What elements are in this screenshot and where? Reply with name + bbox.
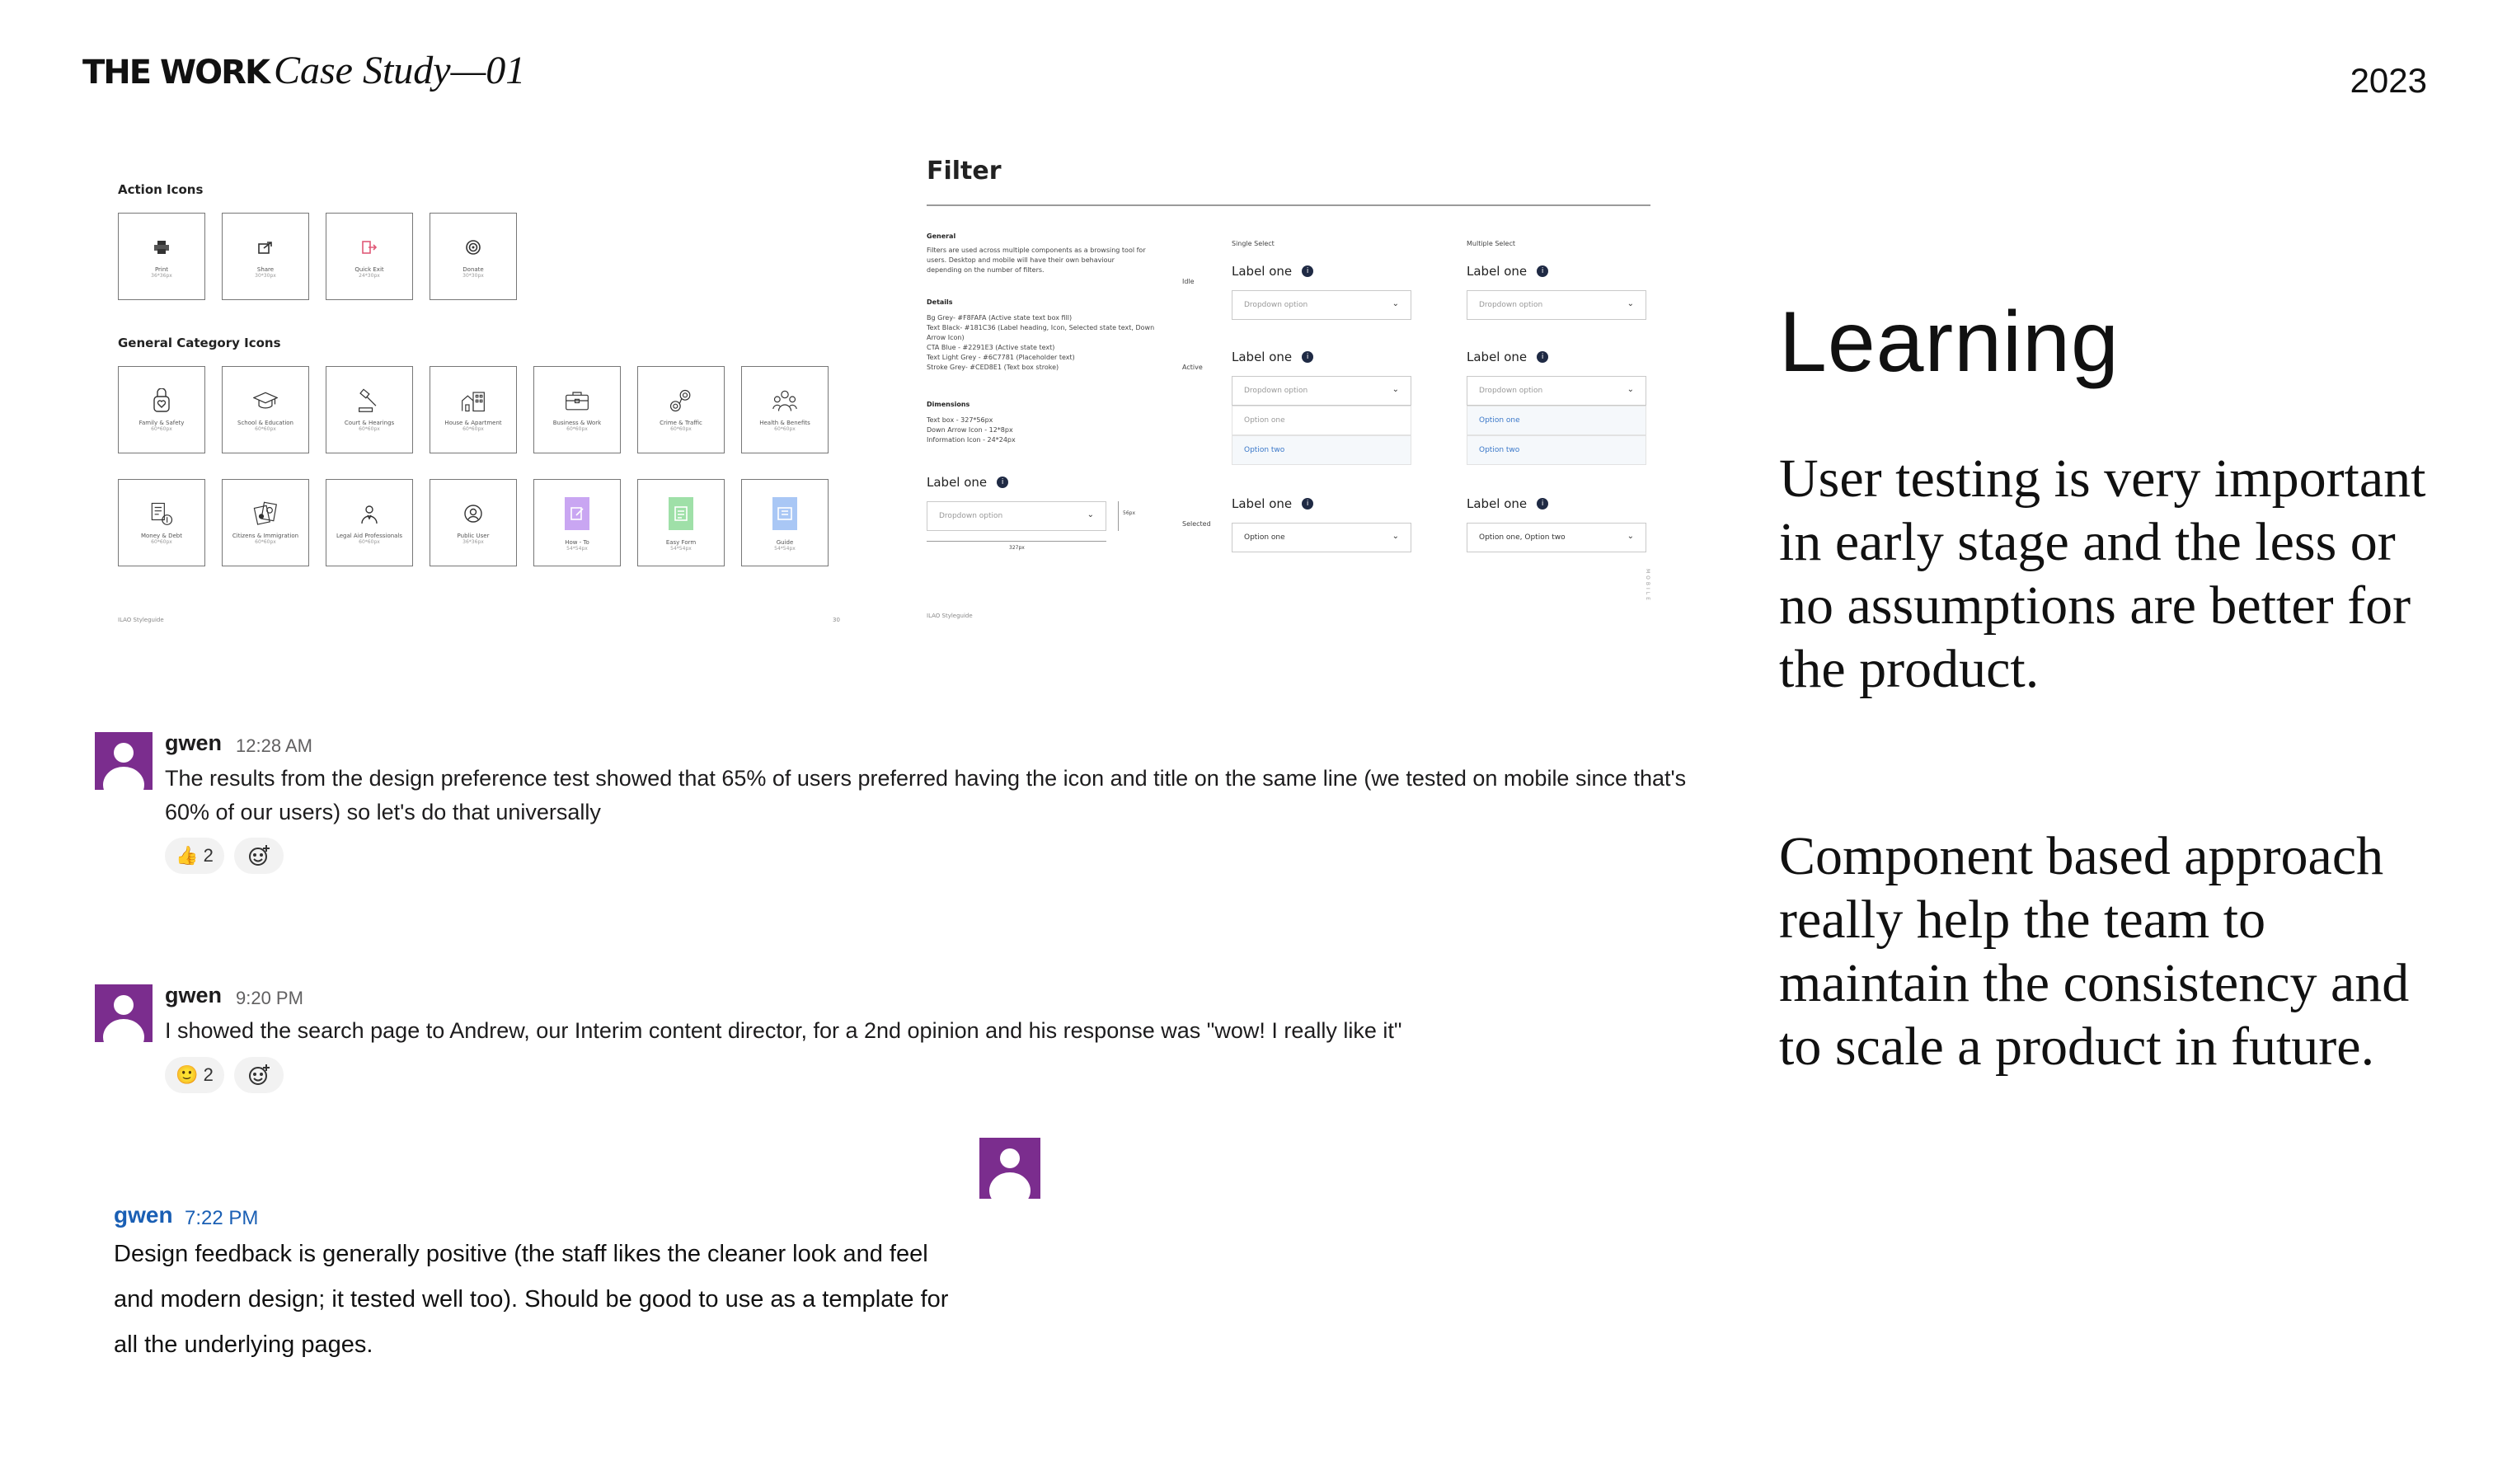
info-icon: i [997,477,1008,488]
details-heading: Details [927,298,953,306]
professional-icon [357,501,382,526]
state-selected: Selected [1182,520,1211,528]
icon-tile-citizens: Citizens & Immigration 60*60px [222,479,309,566]
money-icon [149,501,174,526]
details-list: Bg Grey- #F8FAFA (Active state text box fill) Text Black- #181C36 (Label heading, Icon, Selected state text, Down Arrow Icon) CTA Blue - #2291E3 (Active state text) Text Light Grey - #6C7781 (Placeholder text) Stroke Grey- #CED8E1 (Text box stroke) [927,314,1155,371]
info-icon: i [1302,498,1313,510]
case-study-header [82,51,525,91]
filter-styleguide-sheet [927,157,1652,635]
multi-active-label: Label one i [1467,350,1548,364]
avatar[interactable] [95,984,153,1042]
message-timestamp[interactable]: 9:20 PM [236,988,303,1008]
icon-tile-house: House & Apartment 60*60px [430,366,517,453]
avatar[interactable] [979,1138,1040,1199]
specimen-label: Label one i [927,475,1008,490]
smile-icon: 🙂 [176,1064,199,1085]
icon-tile-legal-aid: Legal Aid Professionals 60*60px [326,479,413,566]
gavel-icon [357,388,382,413]
sheet-page-number: 30 [833,617,840,623]
brand-title: THE WORK [82,54,269,92]
avatar[interactable] [95,732,153,790]
width-dimension-line [927,541,1106,542]
info-icon: i [1537,351,1548,363]
single-active-dropdown[interactable]: Dropdown option ⌄ [1232,376,1411,406]
handcuffs-icon [669,388,693,413]
chevron-down-icon: ⌄ [1627,532,1634,541]
reaction-smile[interactable]: 🙂 2 [165,1057,224,1093]
icon-tile-guide: Guide 54*54px [741,479,829,566]
action-icons-heading: Action Icons [118,182,204,197]
single-selected-label: Label one i [1232,496,1313,511]
graduation-cap-icon [253,388,278,413]
single-option-two[interactable]: Option two [1232,435,1411,465]
icon-tile-school: School & Education 60*60px [222,366,309,453]
reaction-thumbs-up[interactable]: 👍 2 [165,838,224,874]
single-selected-dropdown[interactable]: Option one ⌄ [1232,523,1411,552]
share-icon [253,235,278,260]
state-idle: Idle [1182,278,1195,285]
message-author[interactable]: gwen [165,983,223,1007]
chevron-up-icon: ⌄ [1392,385,1399,394]
add-reaction-icon [246,1063,271,1087]
mobile-side-label: MOBILE [1645,569,1650,603]
printer-icon [149,235,174,260]
thumbs-up-icon: 👍 [176,845,199,866]
chevron-down-icon: ⌄ [1627,299,1634,308]
message-timestamp[interactable]: 12:28 AM [236,735,312,756]
icon-tile-how-to: How - To 54*54px [533,479,621,566]
chevron-down-icon: ⌄ [1392,532,1399,541]
message-timestamp[interactable]: 7:22 PM [185,1207,259,1229]
form-icon [669,501,693,526]
icon-tile-court: Court & Hearings 60*60px [326,366,413,453]
width-dimension-label: 327px [1009,545,1025,551]
category-icons-heading: General Category Icons [118,336,281,350]
general-heading: General [927,232,956,240]
add-reaction-button[interactable] [234,838,284,874]
add-reaction-button[interactable] [234,1057,284,1093]
add-reaction-icon [246,843,271,868]
donate-icon [461,235,486,260]
multi-idle-label: Label one i [1467,264,1548,279]
height-dimension-label: 56px [1123,510,1135,516]
single-idle-label: Label one i [1232,264,1313,279]
multi-option-one[interactable]: Option one [1467,406,1646,435]
learning-paragraph-1: User testing is very important in early stage and the less or no assumptions are better for the product. [1779,448,2426,699]
single-option-one[interactable]: Option one [1232,406,1411,435]
chevron-down-icon: ⌄ [1087,510,1094,519]
message-author[interactable]: gwen [114,1202,173,1228]
year-label: 2023 [2350,61,2427,100]
icon-tile-health: Health & Benefits 60*60px [741,366,829,453]
single-idle-dropdown[interactable]: Dropdown option ⌄ [1232,290,1411,320]
info-icon: i [1537,498,1548,510]
message-author[interactable]: gwen [165,730,223,755]
learning-paragraph-2: Component based approach really help the team to maintain the consistency and to scale a product in future. [1779,826,2410,1077]
icon-tile-family: Family & Safety 60*60px [118,366,205,453]
case-study-subtitle: Case Study—01 [273,49,526,92]
state-active: Active [1182,364,1203,371]
guide-icon [772,501,797,526]
message-text: I showed the search page to Andrew, our Interim content director, for a 2nd opinion and his response was "wow! I really like it" [165,1018,1402,1043]
info-icon: i [1302,265,1313,277]
user-icon [461,501,486,526]
multi-idle-dropdown[interactable]: Dropdown option ⌄ [1467,290,1646,320]
exit-icon [357,235,382,260]
icon-tile-public-user: Public User 36*36px [430,479,517,566]
people-icon [772,388,797,413]
filter-title: Filter [927,157,1002,186]
filter-divider [927,204,1650,206]
info-icon: i [1302,351,1313,363]
single-select-heading: Single Select [1232,240,1275,247]
multi-selected-dropdown[interactable]: Option one, Option two ⌄ [1467,523,1646,552]
dimensions-list: Text box - 327*56px Down Arrow Icon - 12*8px Information Icon - 24*24px [927,416,1016,444]
icon-tile-easy-form: Easy Form 54*54px [637,479,725,566]
single-active-label: Label one i [1232,350,1313,364]
multi-option-two[interactable]: Option two [1467,435,1646,465]
icon-styleguide-sheet [115,173,857,635]
icon-tile-quick-exit: Quick Exit 24*30px [326,213,413,300]
filter-footer-left: ILAO Styleguide [927,613,973,619]
multi-selected-label: Label one i [1467,496,1548,511]
icon-tile-share: Share 30*30px [222,213,309,300]
icon-tile-donate: Donate 30*30px [430,213,517,300]
info-icon: i [1537,265,1548,277]
message-text: The results from the design preference test showed that 65% of users preferred having the icon and title on the same line (we tested on mobile since that's 60% of our users) so let's do that universally [165,766,1687,824]
specimen-dropdown[interactable]: Dropdown option ⌄ [927,501,1106,531]
chevron-down-icon: ⌄ [1392,299,1399,308]
icon-tile-crime: Crime & Traffic 60*60px [637,366,725,453]
briefcase-icon [565,388,589,413]
icon-tile-business: Business & Work 60*60px [533,366,621,453]
dimensions-heading: Dimensions [927,401,970,408]
general-text: Filters are used across multiple components as a browsing tool for users. Desktop and mobile will have their own behaviour depending on the number of filters. [927,247,1146,274]
icon-tile-print: Print 36*36px [118,213,205,300]
learning-heading: Learning [1779,294,2120,390]
buildings-icon [461,388,486,413]
passport-icon [253,501,278,526]
message-text: Design feedback is generally positive (the staff likes the cleaner look and feel and modern design; it tested well too). Should be good to use as a template for all the underlying pages. [114,1241,949,1358]
family-icon [149,388,174,413]
icon-tile-money: Money & Debt 60*60px [118,479,205,566]
how-to-icon [565,501,589,526]
sheet-footer-left: ILAO Styleguide [118,617,164,623]
chevron-up-icon: ⌄ [1627,385,1634,394]
multiple-select-heading: Multiple Select [1467,240,1515,247]
height-dimension-line [1118,501,1119,531]
multi-active-dropdown[interactable]: Dropdown option ⌄ [1467,376,1646,406]
